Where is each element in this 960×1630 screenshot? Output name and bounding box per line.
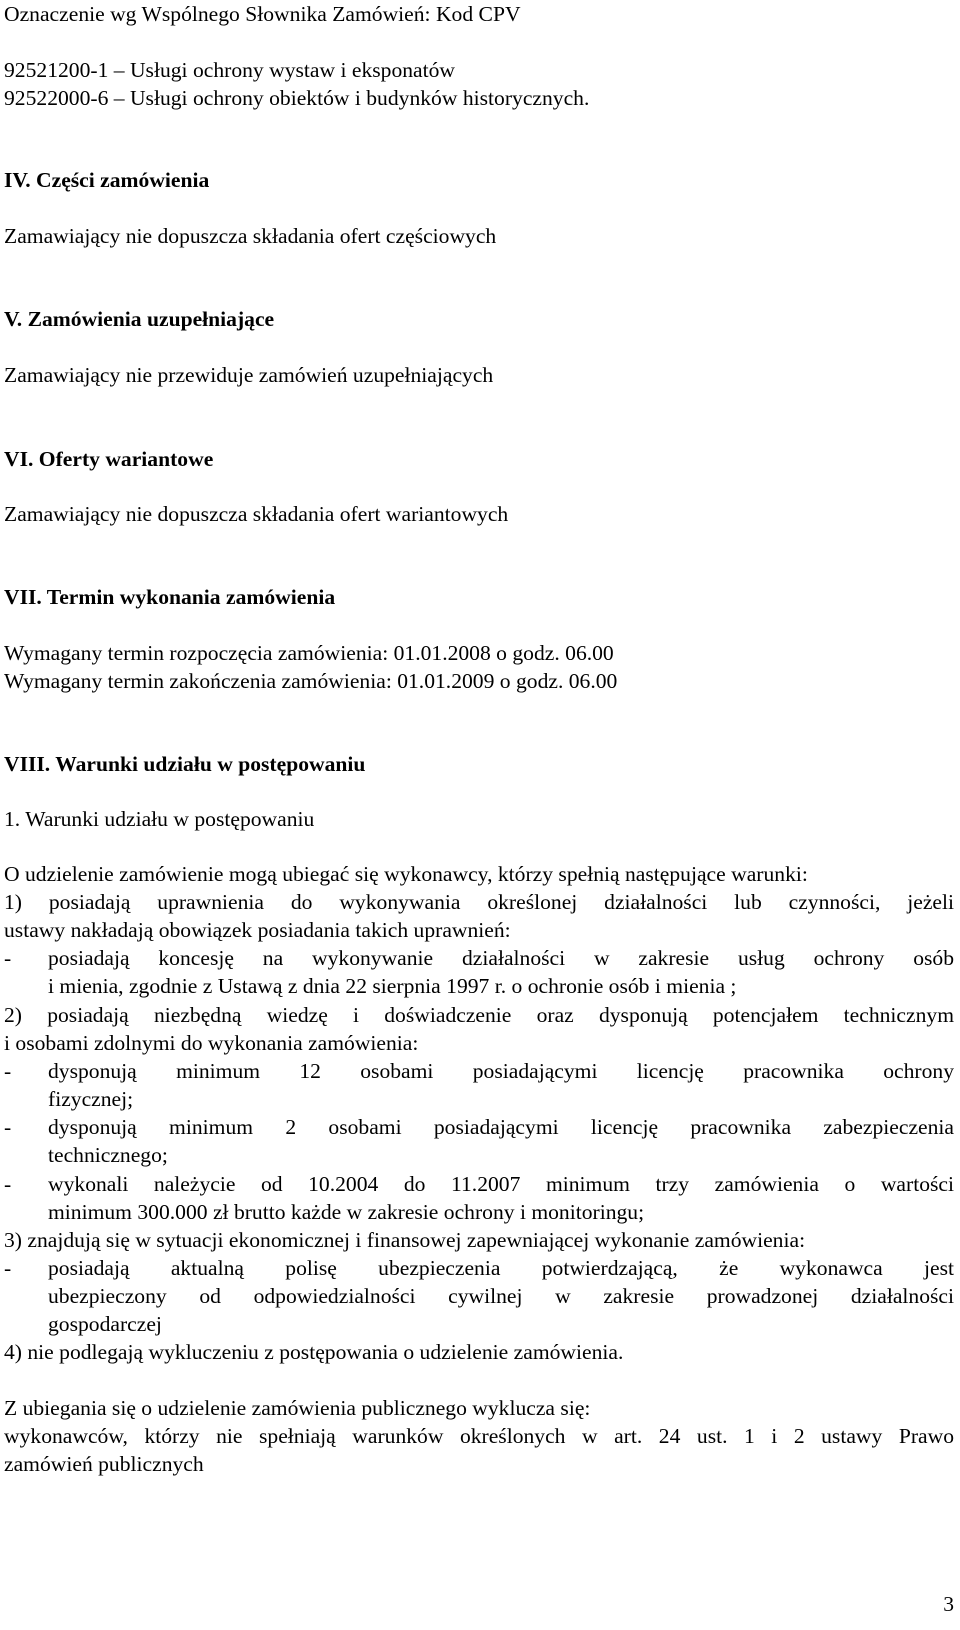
cpv-code-1: 92521200-1 – Usługi ochrony wystaw i eksponatów	[4, 58, 456, 82]
section-4-text: Zamawiający nie dopuszcza składania ofert częściowych	[4, 224, 497, 248]
bullet-dash: -	[4, 1256, 12, 1280]
condition-2-bullet-1-line-1: dysponują minimum 12 osobami posiadającymi licencję pracownika ochrony	[48, 1059, 954, 1083]
condition-2-bullet-3-line-2: minimum 300.000 zł brutto każde w zakresie ochrony i monitoringu;	[48, 1200, 645, 1224]
section-5-text: Zamawiający nie przewiduje zamówień uzupełniających	[4, 363, 494, 387]
condition-1-line-2: ustawy nakładają obowiązek posiadania takich uprawnień:	[4, 918, 511, 942]
condition-2-bullet-2-line-1: dysponują minimum 2 osobami posiadającymi licencję pracownika zabezpieczenia	[48, 1115, 954, 1139]
section-6-heading: VI. Oferty wariantowe	[4, 447, 214, 471]
bullet-dash: -	[4, 946, 12, 970]
section-8-subheading: 1. Warunki udziału w postępowaniu	[4, 807, 315, 831]
section-4-heading: IV. Części zamówienia	[4, 168, 210, 192]
condition-1-bullet-1-line-1: posiadają koncesję na wykonywanie działalności w zakresie usług ochrony osób	[48, 946, 954, 970]
end-date: Wymagany termin zakończenia zamówienia: 01.01.2009 o godz. 06.00	[4, 669, 618, 693]
exclusion-line-2: zamówień publicznych	[4, 1452, 204, 1476]
condition-3-bullet-1-line-3: gospodarczej	[48, 1312, 162, 1336]
condition-2-line-2: i osobami zdolnymi do wykonania zamówienia:	[4, 1031, 419, 1055]
condition-2-line-1: 2) posiadają niezbędną wiedzę i doświadczenie oraz dysponują potencjałem technicznym	[4, 1003, 954, 1027]
section-6-text: Zamawiający nie dopuszcza składania ofert wariantowych	[4, 502, 509, 526]
condition-3-bullet-1-line-2: ubezpieczony od odpowiedzialności cywilnej w zakresie prowadzonej działalności	[48, 1284, 954, 1308]
section-8-heading: VIII. Warunki udziału w postępowaniu	[4, 752, 366, 776]
condition-4: 4) nie podlegają wykluczeniu z postępowania o udzielenie zamówienia.	[4, 1340, 624, 1364]
conditions-intro: O udzielenie zamówienie mogą ubiegać się wykonawcy, którzy spełnią następujące warunki:	[4, 862, 808, 886]
cpv-heading: Oznaczenie wg Wspólnego Słownika Zamówień: Kod CPV	[4, 2, 521, 26]
section-5-heading: V. Zamówienia uzupełniające	[4, 307, 275, 331]
bullet-dash: -	[4, 1172, 12, 1196]
cpv-code-2: 92522000-6 – Usługi ochrony obiektów i budynków historycznych.	[4, 86, 590, 110]
condition-1-bullet-1-line-2: i mienia, zgodnie z Ustawą z dnia 22 sierpnia 1997 r. o ochronie osób i mienia ;	[48, 974, 737, 998]
condition-2-bullet-3-line-1: wykonali należycie od 10.2004 do 11.2007 minimum trzy zamówienia o wartości	[48, 1172, 954, 1196]
bullet-dash: -	[4, 1115, 12, 1139]
condition-1-line-1: 1) posiadają uprawnienia do wykonywania określonej działalności lub czynności, jeżeli	[4, 890, 954, 914]
section-7-heading: VII. Termin wykonania zamówienia	[4, 585, 336, 609]
condition-3-line-1: 3) znajdują się w sytuacji ekonomicznej i finansowej zapewniającej wykonanie zamówienia:	[4, 1228, 806, 1252]
condition-3-bullet-1-line-1: posiadają aktualną polisę ubezpieczenia potwierdzającą, że wykonawca jest	[48, 1256, 954, 1280]
condition-2-bullet-1-line-2: fizycznej;	[48, 1087, 134, 1111]
exclusion-heading: Z ubiegania się o udzielenie zamówienia publicznego wyklucza się:	[4, 1396, 591, 1420]
start-date: Wymagany termin rozpoczęcia zamówienia: 01.01.2008 o godz. 06.00	[4, 641, 614, 665]
condition-2-bullet-2-line-2: technicznego;	[48, 1143, 168, 1167]
exclusion-line-1: wykonawców, którzy nie spełniają warunków określonych w art. 24 ust. 1 i 2 ustawy Prawo	[4, 1424, 954, 1448]
bullet-dash: -	[4, 1059, 12, 1083]
page-number: 3	[943, 1592, 954, 1616]
